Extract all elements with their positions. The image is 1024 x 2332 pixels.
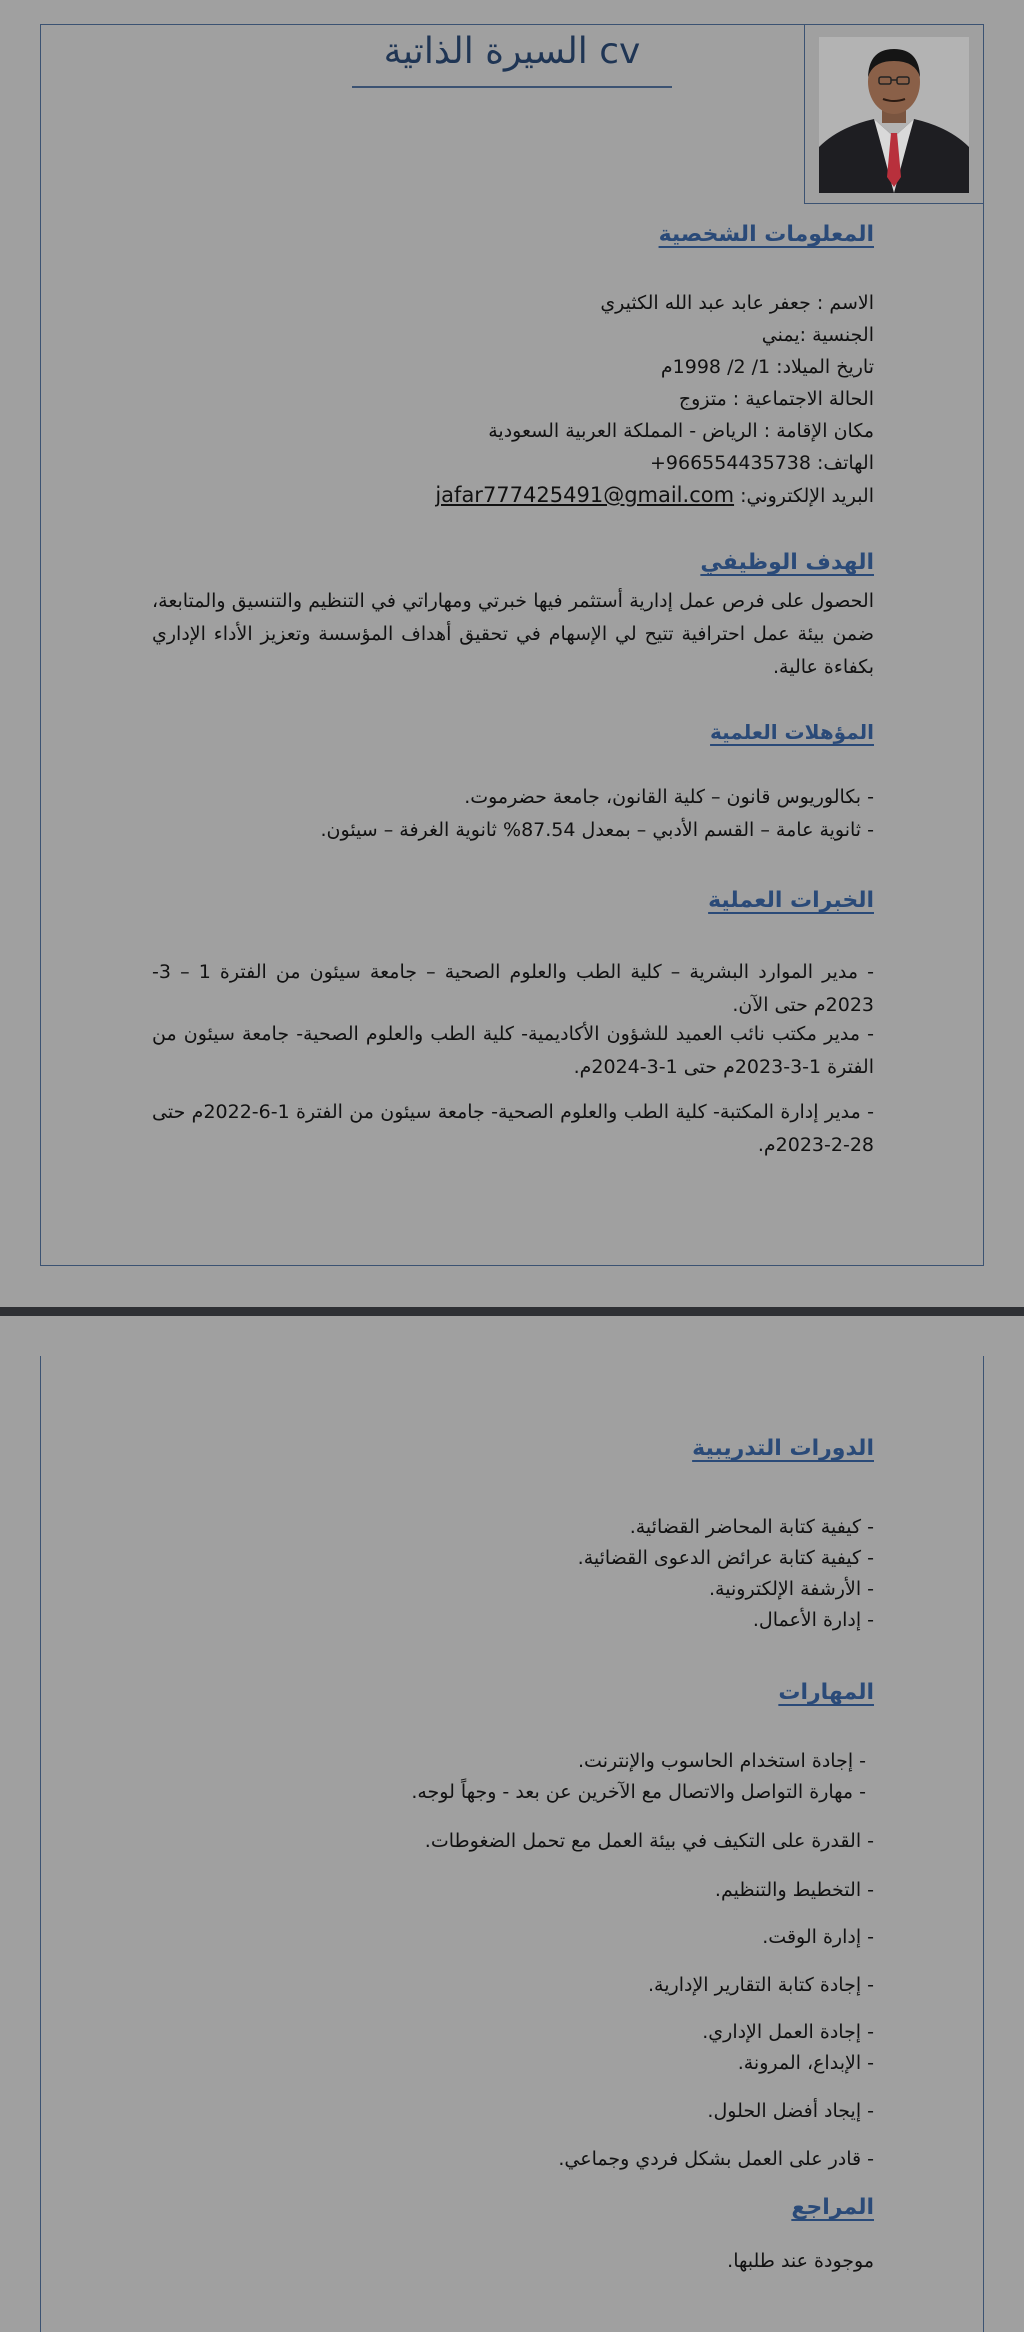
course-item-3: - الأرشفة الإلكترونية. xyxy=(709,1578,874,1600)
experience-item-1: - مدير الموارد البشرية – كلية الطب والعلوم الصحية – جامعة سيئون من الفترة 1 – 3- 2023م حتى الآن. xyxy=(152,961,874,1016)
skill-item-9: - إيجاد أفضل الحلول. xyxy=(707,2100,874,2122)
document-title: السيرة الذاتية cv xyxy=(352,26,672,88)
education-item-2: - ثانوية عامة – القسم الأدبي – بمعدل 87.54% ثانوية الغرفة – سيئون. xyxy=(320,819,874,841)
page-divider xyxy=(0,1307,1024,1316)
references-heading: المراجع xyxy=(791,2195,874,2220)
skill-item-2: - مهارة التواصل والاتصال مع الآخرين عن بعد - وجهاً لوجه. xyxy=(411,1781,866,1803)
course-item-4: - إدارة الأعمال. xyxy=(752,1609,874,1631)
skill-item-3: - القدرة على التكيف في بيئة العمل مع تحمل الضغوطات. xyxy=(424,1830,874,1852)
nationality-line: الجنسية :يمني xyxy=(761,324,874,346)
profile-photo xyxy=(819,37,969,193)
education-heading: المؤهلات العلمية xyxy=(710,720,874,744)
course-item-2: - كيفية كتابة عرائض الدعوى القضائية. xyxy=(577,1547,874,1569)
phone-line xyxy=(650,448,874,478)
course-item-1: - كيفية كتابة المحاضر القضائية. xyxy=(629,1516,874,1538)
courses-heading: الدورات التدريبية xyxy=(692,1436,874,1461)
email-line xyxy=(435,480,874,511)
skill-item-8: - الإبداع، المرونة. xyxy=(737,2052,874,2074)
person-portrait-icon xyxy=(819,37,969,193)
phone-value: +966554435738 xyxy=(649,452,811,474)
skills-heading: المهارات xyxy=(778,1680,874,1705)
objective-heading: الهدف الوظيفي xyxy=(700,550,874,575)
experience-item-3: - مدير إدارة المكتبة- كلية الطب والعلوم الصحية- جامعة سيئون من الفترة 1-6-2022م حتى 28-2-2023م. xyxy=(152,1101,874,1156)
references-text: موجودة عند طلبها. xyxy=(727,2250,874,2272)
skill-item-6: - إجادة كتابة التقارير الإدارية. xyxy=(648,1974,874,1996)
skill-item-1: - إجادة استخدام الحاسوب والإنترنت. xyxy=(578,1750,866,1772)
name-line: الاسم : جعفر عابد عبد الله الكثيري xyxy=(600,292,874,314)
objective-text: الحصول على فرص عمل إدارية أستثمر فيها خبرتي ومهاراتي في التنظيم والتنسيق والمتابعة، ضمن بيئة عمل احترافية تتيح لي الإسهام في تحقيق أهداف المؤسسة وتعزيز الأداء الإداري بكفاءة عالية. xyxy=(152,590,874,678)
experience-heading: الخبرات العملية xyxy=(708,888,874,913)
experience-item-2: - مدير مكتب نائب العميد للشؤون الأكاديمية- كلية الطب والعلوم الصحية- جامعة سيئون من الفترة 1-3-2023م حتى 1-3-2024م. xyxy=(152,1023,874,1078)
personal-info-heading: المعلومات الشخصية xyxy=(658,222,874,247)
skill-item-5: - إدارة الوقت. xyxy=(762,1926,874,1948)
skill-item-7: - إجادة العمل الإداري. xyxy=(702,2021,874,2043)
email-label: البريد الإلكتروني: xyxy=(740,485,874,507)
residence-line: مكان الإقامة : الرياض - المملكة العربية السعودية xyxy=(488,420,874,442)
marital-line: الحالة الاجتماعية : متزوج xyxy=(678,388,874,410)
photo-frame xyxy=(804,24,984,204)
skill-item-4: - التخطيط والتنظيم. xyxy=(714,1879,874,1901)
dob-line: تاريخ الميلاد: 1/ 2/ 1998م xyxy=(660,356,874,378)
phone-label: الهاتف: xyxy=(817,452,874,474)
email-link[interactable]: jafar777425491@gmail.com xyxy=(435,483,735,507)
skill-item-10: - قادر على العمل بشكل فردي وجماعي. xyxy=(558,2148,874,2170)
education-item-1: - بكالوريوس قانون – كلية القانون، جامعة حضرموت. xyxy=(464,786,874,808)
